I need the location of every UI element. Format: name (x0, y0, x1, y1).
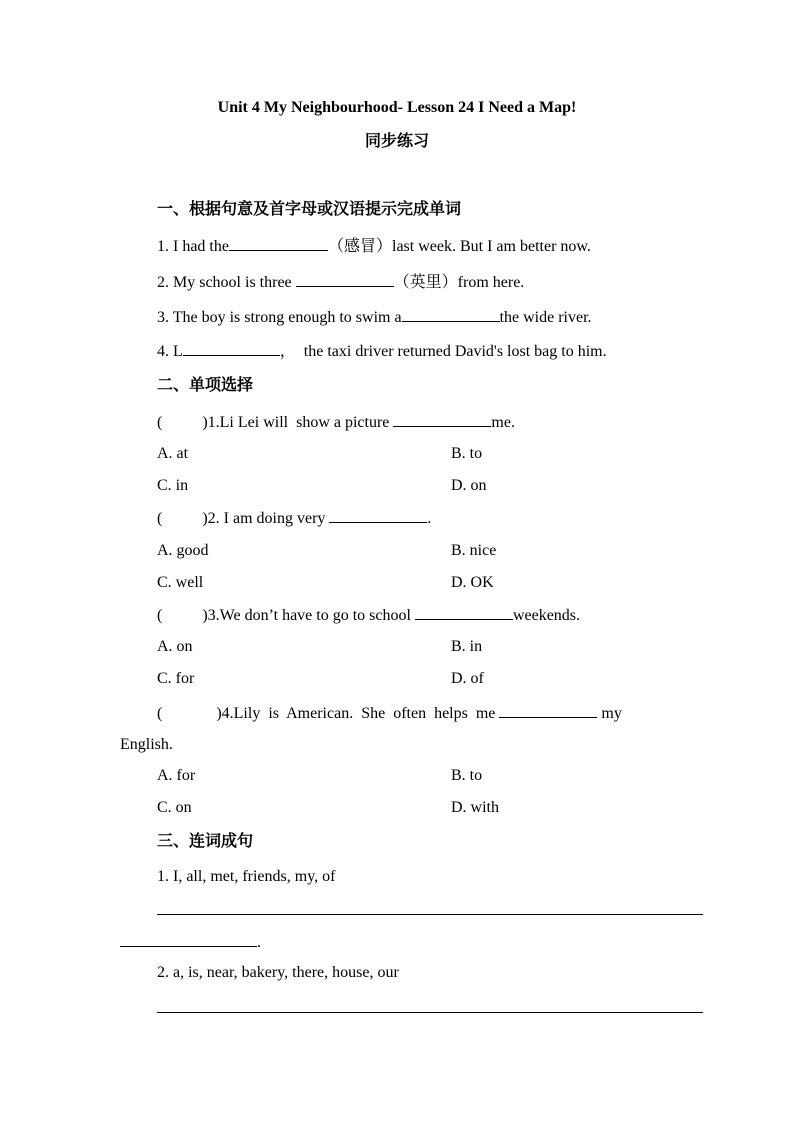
section2-heading: 二、单项选择 (157, 377, 254, 394)
s2-q3-option-d: D. of (451, 670, 484, 687)
s2-q1-open-paren: ( (157, 414, 163, 431)
s3-q2-answer-line[interactable] (157, 1012, 703, 1013)
s2-q1-option-a: A. at (157, 445, 189, 462)
s1-q4-blank[interactable] (183, 341, 280, 356)
s2-question-4 (157, 703, 622, 724)
s2-q3-open-paren: ( (157, 607, 163, 624)
s3-q1-answer-line[interactable] (157, 914, 703, 915)
s1-q1-pre: 1. I had the (157, 238, 229, 255)
s2-q4-option-c: C. on (157, 799, 192, 816)
s2-q1-stem: )1.Li Lei will show a picture (202, 414, 394, 431)
s1-q1-blank[interactable] (229, 236, 328, 251)
s2-q1-post: me. (491, 414, 515, 431)
s2-q3-option-b: B. in (451, 638, 483, 655)
s1-q4-post: ， the taxi driver returned David's lost bag to him. (279, 343, 607, 360)
s2-q2-option-c: C. well (157, 574, 204, 591)
s2-q2-blank[interactable] (329, 508, 427, 523)
s2-q4-blank[interactable] (499, 703, 597, 718)
s2-q2-open-paren: ( (157, 510, 163, 527)
s2-q1-option-b: B. to (451, 445, 483, 462)
s2-q3-stem: )3.We don’t have to go to school (202, 607, 415, 624)
s3-q1-period: . (257, 934, 261, 951)
s1-q2-blank[interactable] (296, 272, 394, 287)
s2-q4-continuation: English. (120, 736, 173, 753)
s2-q2-option-b: B. nice (451, 542, 497, 559)
s2-q4-option-a: A. for (157, 767, 196, 784)
s2-q2-post: . (427, 510, 432, 527)
s2-q4-option-d: D. with (451, 799, 499, 816)
s1-q4-pre: 4. L (157, 343, 183, 360)
s1-q3-pre: 3. The boy is strong enough to swim a (157, 309, 402, 326)
s1-question-4 (157, 341, 607, 362)
s2-q1-option-c: C. in (157, 477, 189, 494)
s1-q3-blank[interactable] (402, 307, 500, 322)
s3-q1-answer-line-2 (120, 932, 261, 953)
s1-q1-post: last week. But I am better now. (392, 238, 591, 255)
section3-heading: 三、连词成句 (157, 833, 254, 850)
s1-question-3 (157, 307, 592, 328)
s2-q2-stem: )2. I am doing very (202, 510, 330, 527)
s3-question-1-words: 1. I, all, met, friends, my, of (157, 868, 336, 885)
s2-question-1 (157, 412, 515, 433)
s3-question-2-words: 2. a, is, near, bakery, there, house, our (157, 964, 399, 981)
s2-q4-option-b: B. to (451, 767, 483, 784)
s2-question-3 (157, 605, 580, 626)
s2-q4-post: my (597, 705, 622, 722)
s2-q3-post: weekends. (512, 607, 581, 624)
s1-q2-post: from here. (457, 274, 525, 291)
s1-q2-pre: 2. My school is three (157, 274, 296, 291)
s2-q2-option-d: D. OK (451, 574, 494, 591)
s1-q1-hint: （感冒） (327, 238, 392, 255)
s2-q4-open-paren: ( (157, 705, 163, 722)
page-title: Unit 4 My Neighbourhood- Lesson 24 I Need a Map! (217, 99, 577, 116)
s1-q3-post: the wide river. (499, 309, 592, 326)
section1-heading: 一、根据句意及首字母或汉语提示完成单词 (157, 201, 462, 218)
s1-q2-hint: （英里） (393, 274, 458, 291)
s1-question-2 (157, 272, 524, 293)
page-subtitle: 同步练习 (364, 133, 429, 150)
s2-q3-option-a: A. on (157, 638, 193, 655)
s1-question-1 (157, 236, 591, 257)
s2-q2-option-a: A. good (157, 542, 209, 559)
s2-q1-option-d: D. on (451, 477, 487, 494)
s2-question-2 (157, 508, 431, 529)
s2-q3-blank[interactable] (415, 605, 513, 620)
s3-q1-answer-blank[interactable] (120, 932, 257, 947)
s2-q3-option-c: C. for (157, 670, 195, 687)
s2-q1-blank[interactable] (393, 412, 491, 427)
s2-q4-stem: )4.Lily is American. She often helps me (216, 705, 500, 722)
